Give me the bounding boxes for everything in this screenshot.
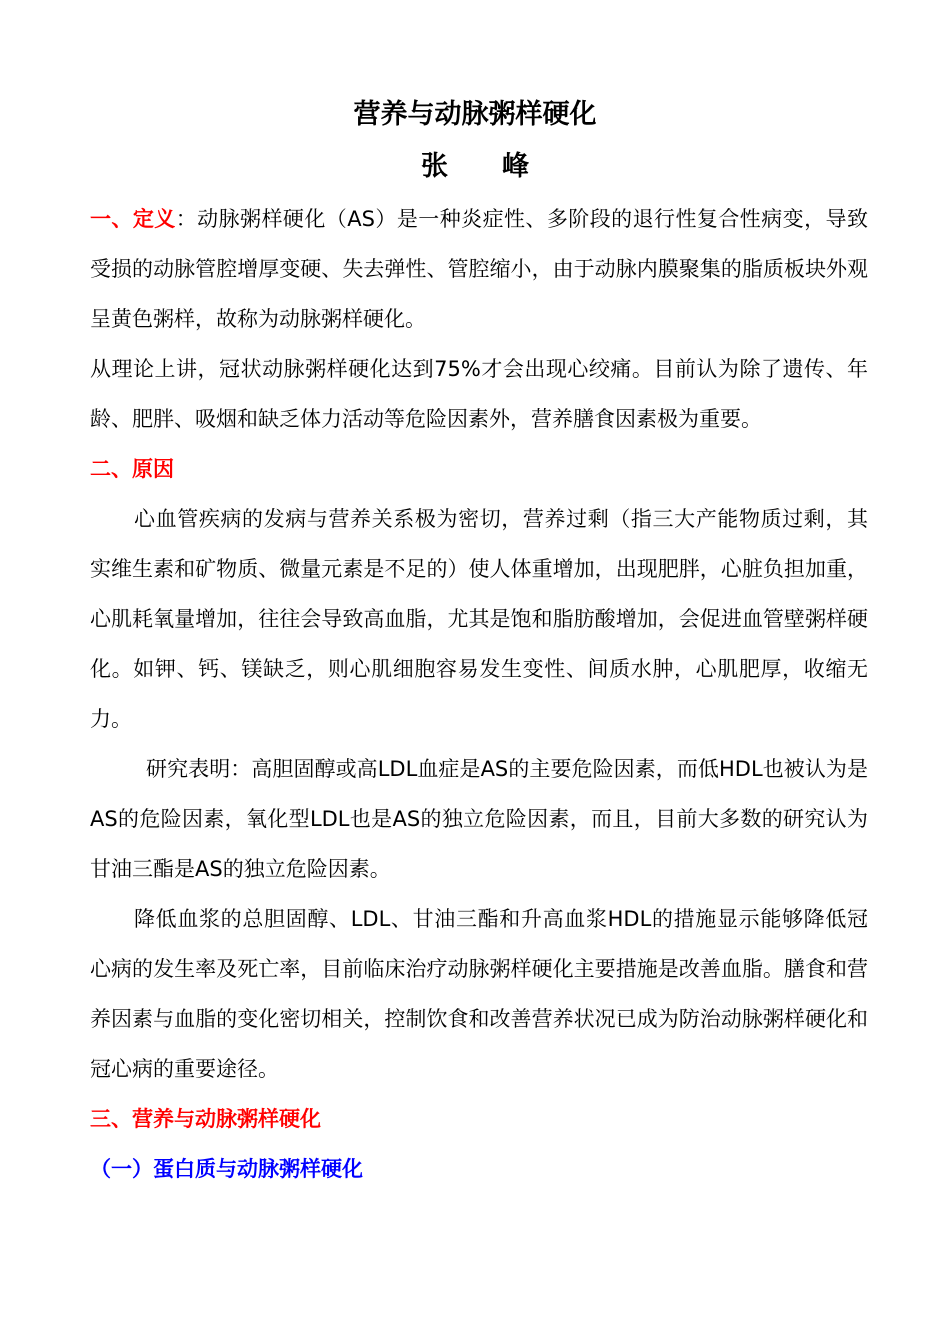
- author-first-char: 张: [421, 151, 448, 182]
- subsection-heading-protein: （一）蛋白质与动脉粥样硬化: [90, 1157, 363, 1181]
- document-body: [90, 194, 868, 1194]
- section-heading-nutrition: 三、营养与动脉粥样硬化: [90, 1107, 321, 1131]
- cause-paragraph-3: 降低血浆的总胆固醇、LDL、甘油三酯和升高血浆HDL的措施显示能够降低冠心病的发生率及死亡率，目前临床治疗动脉粥样硬化主要措施是改善血脂。膳食和营养因素与血脂的变化密切相关，控制饮食和改善营养状况已成为防治动脉粥样硬化和冠心病的重要途径。: [90, 907, 868, 1081]
- theory-paragraph: 从理论上讲，冠状动脉粥样硬化达到75%才会出现心绞痛。目前认为除了遗传、年龄、肥胖、吸烟和缺乏体力活动等危险因素外，营养膳食因素极为重要。: [90, 357, 868, 431]
- document-author: [0, 144, 950, 183]
- section-heading-cause: 二、原因: [90, 457, 174, 481]
- definition-text: ：动脉粥样硬化（AS）是一种炎症性、多阶段的退行性复合性病变，导致受损的动脉管腔增厚变硬、失去弹性、管腔缩小，由于动脉内膜聚集的脂质板块外观呈黄色粥样，故称为动脉粥样硬化。: [90, 207, 868, 331]
- author-second-char: 峰: [502, 151, 529, 182]
- definition-paragraph: [90, 194, 868, 344]
- cause-paragraph-2: 研究表明：高胆固醇或高LDL血症是AS的主要危险因素，而低HDL也被认为是AS的危险因素，氧化型LDL也是AS的独立危险因素，而且，目前大多数的研究认为甘油三酯是AS的独立危险因素。: [90, 757, 868, 881]
- section-heading-definition: 一、定义: [90, 207, 176, 231]
- document-title: 营养与动脉粥样硬化: [353, 99, 597, 130]
- cause-paragraph-1: 心血管疾病的发病与营养关系极为密切，营养过剩（指三大产能物质过剩，其实维生素和矿物质、微量元素是不足的）使人体重增加，出现肥胖，心脏负担加重，心肌耗氧量增加，往往会导致高血脂，尤其是饱和脂肪酸增加，会促进血管壁粥样硬化。如钾、钙、镁缺乏，则心肌细胞容易发生变性、间质水肿，心肌肥厚，收缩无力。: [90, 507, 868, 731]
